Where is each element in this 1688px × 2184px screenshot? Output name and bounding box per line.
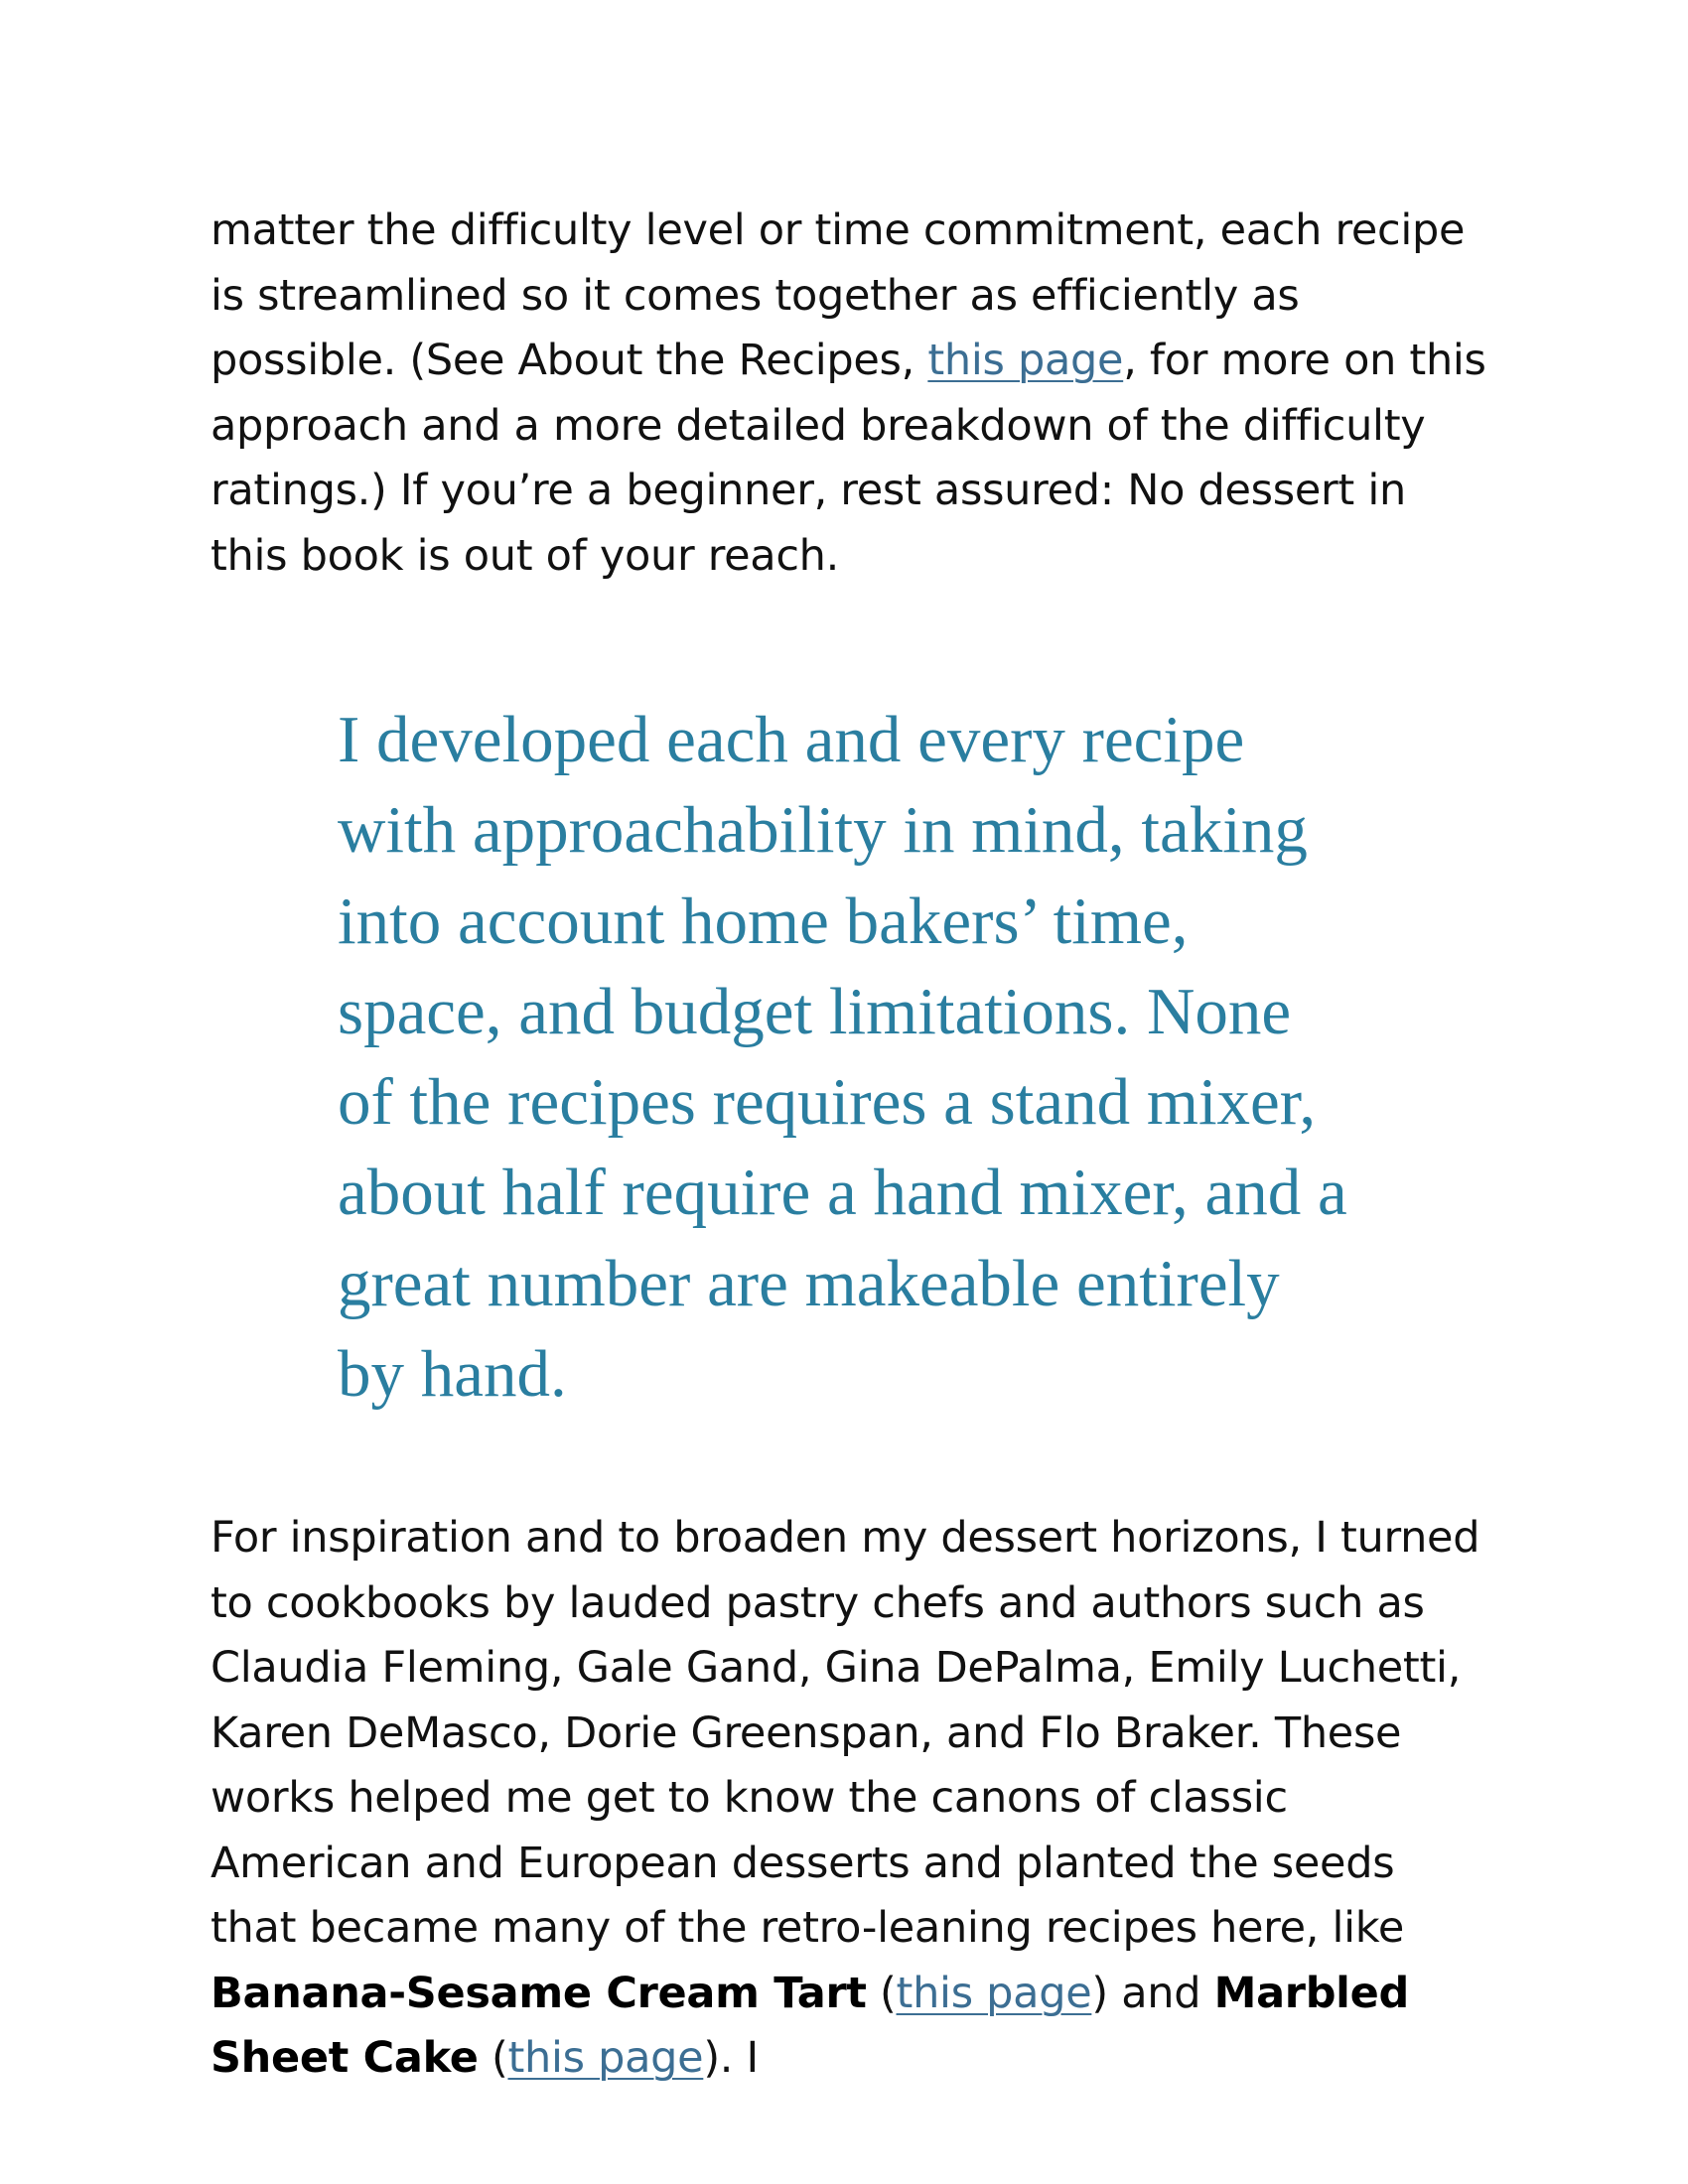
recipe-name-banana-sesame-cream-tart: Banana-Sesame Cream Tart bbox=[211, 1968, 867, 2018]
pull-quote: I developed each and every recipe with approachability in mind, taking into account home bakers’ time, space, and budget limitations. None of the recipes requires a stand mixer, about half require a hand mixer, and a great number are makeable entirely by hand. bbox=[338, 703, 1347, 1412]
this-page-link-marbled-sheet-cake[interactable]: this page bbox=[507, 2033, 704, 2084]
this-page-link-banana-sesame[interactable]: this page bbox=[896, 1968, 1092, 2018]
paragraph-1-text-before-link: matter the difficulty level or time commitment, each recipe is streamlined so it comes together as efficiently as possible. (See About the Recipes, bbox=[211, 205, 1466, 385]
paragraph-2-text-4: ( bbox=[478, 2033, 508, 2084]
recipe-name-marbled-sheet-cake: Marbled Sheet Cake bbox=[211, 1968, 1409, 2084]
document-page bbox=[211, 199, 1491, 2092]
body-paragraph-2 bbox=[211, 1506, 1491, 2092]
paragraph-2-text-3: ) and bbox=[1091, 1968, 1214, 2018]
this-page-link[interactable]: this page bbox=[927, 336, 1124, 385]
paragraph-1-text-after-link: , for more on this approach and a more detailed breakdown of the difficulty ratings.) If you’re a beginner, rest assured: No dessert in this book is out of your reach. bbox=[211, 336, 1486, 581]
body-paragraph-1 bbox=[211, 199, 1491, 589]
paragraph-2-text-1: For inspiration and to broaden my dessert horizons, I turned to cookbooks by lauded pastry chefs and authors such as Claudia Fleming, Gale Gand, Gina DePalma, Emily Luchetti, Karen DeMasco, Dorie Greenspan, and Flo Braker. These works helped me get to know the canons of classic American and European desserts and planted the seeds that became many of the retro-leaning recipes here, like bbox=[211, 1513, 1480, 1954]
paragraph-2-text-2: ( bbox=[866, 1968, 897, 2018]
paragraph-2-text-5: ). I bbox=[703, 2033, 759, 2084]
